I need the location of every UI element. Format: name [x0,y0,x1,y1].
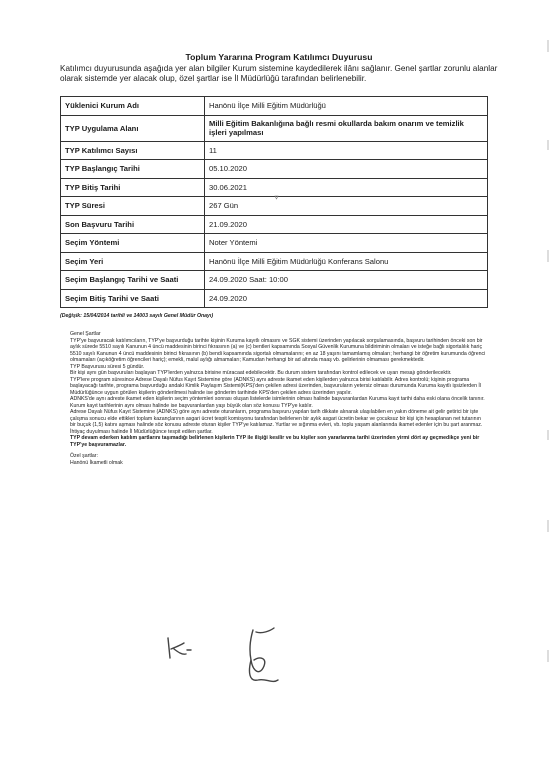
table-row [61,215,488,234]
row-label: TYP Başlangıç Tarihi [61,160,205,179]
row-value: 267 Gün [205,197,488,216]
row-value: 05.10.2020 [205,160,488,179]
row-value: Hanönü İlçe Milli Eğitim Müdürlüğü Konferans Salonu [205,252,488,271]
row-value: 24.09.2020 [205,289,488,308]
handwritten-signature [150,620,350,700]
general-condition-paragraph: TYP'ye başvuracak katılımcıların, TYP'ye başvurduğu tarihte kişinin Kuruma kayıtlı olmasını ve SGK sistemi üzerinden yapılacak sorgulamasında, başvuru tarihinden önceki son bir aylık sürede 5510 sayılı Kanunun 4 üncü maddesinin birinci fıkrasının (a) ve (c) bentleri kapsamında Sosyal Güvenlik Kurumuna bildiriminin olmaları ve isteğe bağlı sigortalılık hariç 5510 sayılı Kanunun 4 üncü maddesinin birinci fıkrasının (b) bendi kapsamında sigortalı olmamalarını; en az 18 yaşını tamamlamış olmaları; herhangi bir öğretim kurumunda öğrenci olmamaları (açıköğretim öğrencileri hariç); emekli, malul aylığı almamaları; Kamudan herhangi bir ad altında maaş vb. gelirlerinin olmaması gerekmektedir. [70,337,486,363]
general-condition-paragraph: TYP Başvurusu süresi 5 gündür. [70,363,145,370]
stray-mark-icon [274,195,279,200]
conditions-section [70,331,486,466]
table-row [61,289,488,308]
table-row [61,160,488,179]
scan-edge-line [545,0,551,767]
amendment-note: (Değişik: 15/04/2014 tarihli ve 14003 sayılı Genel Müdür Onayı) [60,313,214,319]
table-row [61,97,488,116]
row-label: Yüklenici Kurum Adı [61,97,205,116]
row-value: Hanönü İlçe Milli Eğitim Müdürlüğü [205,97,488,116]
program-info-table [60,96,488,308]
row-label: Seçim Yöntemi [61,234,205,253]
table-row [61,234,488,253]
general-condition-paragraph: ADNKS'de aynı adreste ikamet eden kişilerin seçim yöntemleri sonrası oluşan listelerde isimlerinin olması halinde başvuranlardan Kuruma kayıt tarihi daha eski olana öncelik tanınır. Kurum kayıt tarihlerinin aynı olması halinde ise başvuranlardan yaşı büyük olan söz konusu TYP'ye katılır. [70,396,485,409]
table-row [61,115,488,141]
row-label: Seçim Bitiş Tarihi ve Saati [61,289,205,308]
row-value: 21.09.2020 [205,215,488,234]
termination-note: TYP devam ederken katılım şartlarını taşımadığı belirlenen kişilerin TYP ile ilişiği kesilir ve bu kişiler son yararlanma tarihi üzerinden yirmi dört ay geçmedikçe yeni bir TYP'ye başvuramazlar. [70,435,480,448]
general-condition-paragraph: Bir kişi aynı gün başvuruları başlayan TYP'lerden yalnızca birisine müracaat edebilecektir. Bu durum sistem tarafından kontrol edilecek ve uyarı mesajı gönderilecektir. [70,370,452,376]
general-conditions-heading: Genel Şartlar [70,331,101,337]
row-value: 30.06.2021 [205,178,488,197]
row-label: TYP Bitiş Tarihi [61,178,205,197]
table-row [61,252,488,271]
row-label: Seçim Yeri [61,252,205,271]
row-label: TYP Katılımcı Sayısı [61,141,205,160]
table-row [61,271,488,290]
row-label: Son Başvuru Tarihi [61,215,205,234]
special-condition-item: Hanönü İkametli olmak [70,459,123,466]
general-condition-paragraph: İhtiyaç duyulması halinde İl Müdürlüğünce tespit edilen şartlar. [70,428,213,435]
row-value: Milli Eğitim Bakanlığına bağlı resmi okullarda bakım onarım ve temizlik işleri yapılması [205,115,488,141]
table-row [61,141,488,160]
row-value: Noter Yöntemi [205,234,488,253]
document-title: Toplum Yararına Program Katılımcı Duyurusu [185,52,373,62]
special-conditions-heading: Özel şartlar: [70,453,98,459]
row-label: TYP Uygulama Alanı [61,115,205,141]
row-label: TYP Süresi [61,197,205,216]
row-value: 24.09.2020 Saat: 10:00 [205,271,488,290]
general-condition-paragraph: Adrese Dayalı Nüfus Kayıt Sistemine (ADNKS) göre aynı adreste oturanların, programa başvuru yapılan tarih dikkate alınarak ulaşılabilen en yakın döneme ait gelir getirici bir işte çalışma sonucu elde ettikleri toplam kazançlarının asgari ücret tespit komisyonu tarafından belirlenen bir aylık asgari ücretin bekar ve çocuksuz bir kişi için hesaplanan net tutarının bir buçuk (1,5) katını aşması halinde söz konusu adreste oturan kişiler TYP'ye katılamaz. Yurtlar ve sığınma evleri, vb. toplu yaşam alanlarında ikamet edenler için bu şart aranmaz. [70,409,483,428]
intro-paragraph: Katılımcı duyurusunda aşağıda yer alan bilgiler Kurum sistemine kaydedilerek ilânı sağlanır. Genel şartlar zorunlu alanlar olarak sistemde yer alacak olup, özel şartlar ise İl Müdürlüğü tarafından belirlenebilir. [60,64,498,84]
general-condition-paragraph: TYP'lere program süresince Adrese Dayalı Nüfus Kayıt Sistemine göre (ADNKS) aynı adreste ikamet eden kişilerden yalnızca birisi katılabilir. Adres kontrolü; kişinin programa başlayacağı tarihte, programa başvurduğu andaki Kimlik Paylaşım Sistemi(KPS)'den çekilen adresi üzerinden, başvuruların yetersiz olması durumunda Kuruma kayıtlı işsizlerden İl Müdürlüğünce uygun görülen kişilerin gönderilmesi halinde ise gönderim tarihinde KPS'den çekilen adres üzerinden yapılır. [70,376,481,396]
table-row [61,178,488,197]
row-label: Seçim Başlangıç Tarihi ve Saati [61,271,205,290]
row-value: 11 [205,141,488,160]
